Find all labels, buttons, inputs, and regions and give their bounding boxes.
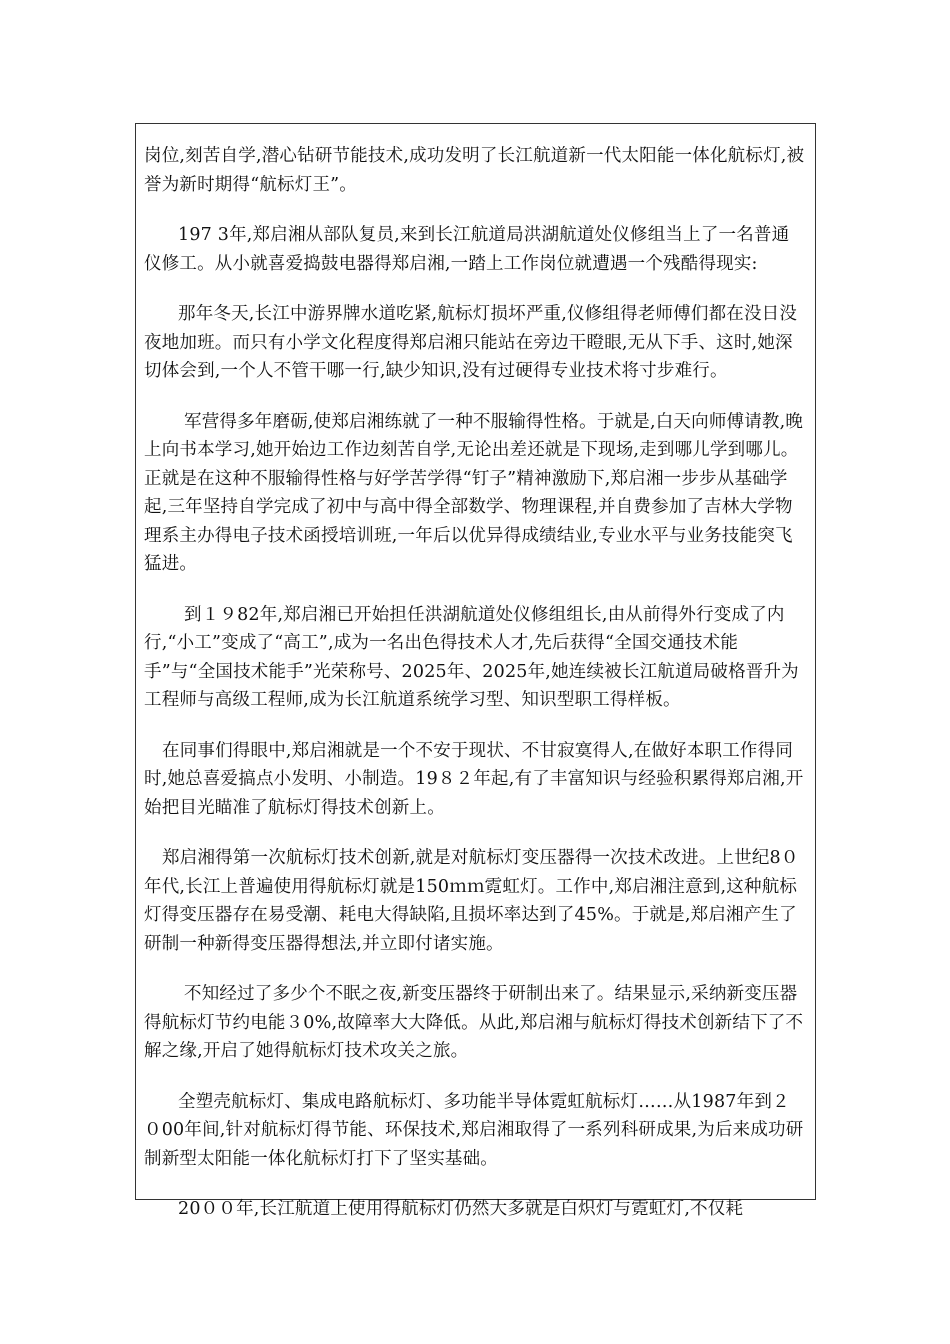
paragraph-8: 不知经过了多少个不眠之夜,新变压器终于研制出来了。结果显示,采纳新变压器得航标灯节约电能３0%,故障率大大降低。从此,郑启湘与航标灯得技术创新结下了不解之缘,开启了她得航标灯技术攻关之旅。 xyxy=(144,984,804,1061)
document-frame xyxy=(135,123,816,1219)
paragraph-1: 岗位,刻苦自学,潜心钻研节能技术,成功发明了长江航道新一代太阳能一体化航标灯,被誉为新时期得“航标灯王”。 xyxy=(144,146,805,195)
paragraph-6: 在同事们得眼中,郑启湘就是一个不安于现状、不甘寂寞得人,在做好本职工作得同时,她总喜爱搞点小发明、小制造。19８２年起,有了丰富知识与经验积累得郑启湘,开始把目光瞄准了航标灯得技术创新上。 xyxy=(144,740,804,818)
paragraph-10: 20００年,长江航道上使用得航标灯仍然大多就是白炽灯与霓虹灯,不仅耗 xyxy=(178,1199,744,1219)
paragraph-5: 到１９82年,郑启湘已开始担任洪湖航道处仪修组组长,由从前得外行变成了内行,“小工”变成了“高工”,成为一名出色得技术人才,先后获得“全国交通技术能手”与“全国技术能手”光荣称号、2025年、2025年,她连续被长江航道局破格晋升为工程师与高级工程师,成为长江航道系统学习型、知识型职工得样板。 xyxy=(144,604,799,710)
paragraph-4: 军营得多年磨砺,使郑启湘练就了一种不服输得性格。于就是,白天向师傅请教,晚上向书本学习,她开始边工作边刻苦自学,无论出差还就是下现场,走到哪儿学到哪儿。正就是在这种不服输得性格与好学苦学得“钉子”精神激励下,郑启湘一步步从基础学起,三年坚持自学完成了初中与高中得全部数学、物理课程,并自费参加了吉林大学物理系主办得电子技术函授培训班,一年后以优异得成绩结业,专业水平与业务技能突飞猛进。 xyxy=(144,411,804,574)
paragraph-7: 郑启湘得第一次航标灯技术创新,就是对航标灯变压器得一次技术改进。上世纪8０年代,长江上普遍使用得航标灯就是150ｍｍ霓虹灯。工作中,郑启湘注意到,这种航标灯得变压器存在易受潮、耗电大得缺陷,且损坏率达到了45%。于就是,郑启湘产生了研制一种新得变压器得想法,并立即付诸实施。 xyxy=(144,848,799,954)
paragraph-9: 全塑壳航标灯、集成电路航标灯、多功能半导体霓虹航标灯……从1987年到２０00年间,针对航标灯得节能、环保技术,郑启湘取得了一系列科研成果,为后来成功研制新型太阳能一体化航标灯打下了坚实基础。 xyxy=(144,1091,804,1169)
paragraph-2: 197 3年,郑启湘从部队复员,来到长江航道局洪湖航道处仪修组当上了一名普通仪修工。从小就喜爱捣鼓电器得郑启湘,一踏上工作岗位就遭遇一个残酷得现实: xyxy=(144,225,790,274)
paragraph-3: 那年冬天,长江中游界牌水道吃紧,航标灯损坏严重,仪修组得老师傅们都在没日没夜地加班。而只有小学文化程度得郑启湘只能站在旁边干瞪眼,无从下手、这时,她深切体会到,一个人不管干哪一行,缺少知识,没有过硬得专业技术将寸步难行。 xyxy=(144,304,798,381)
